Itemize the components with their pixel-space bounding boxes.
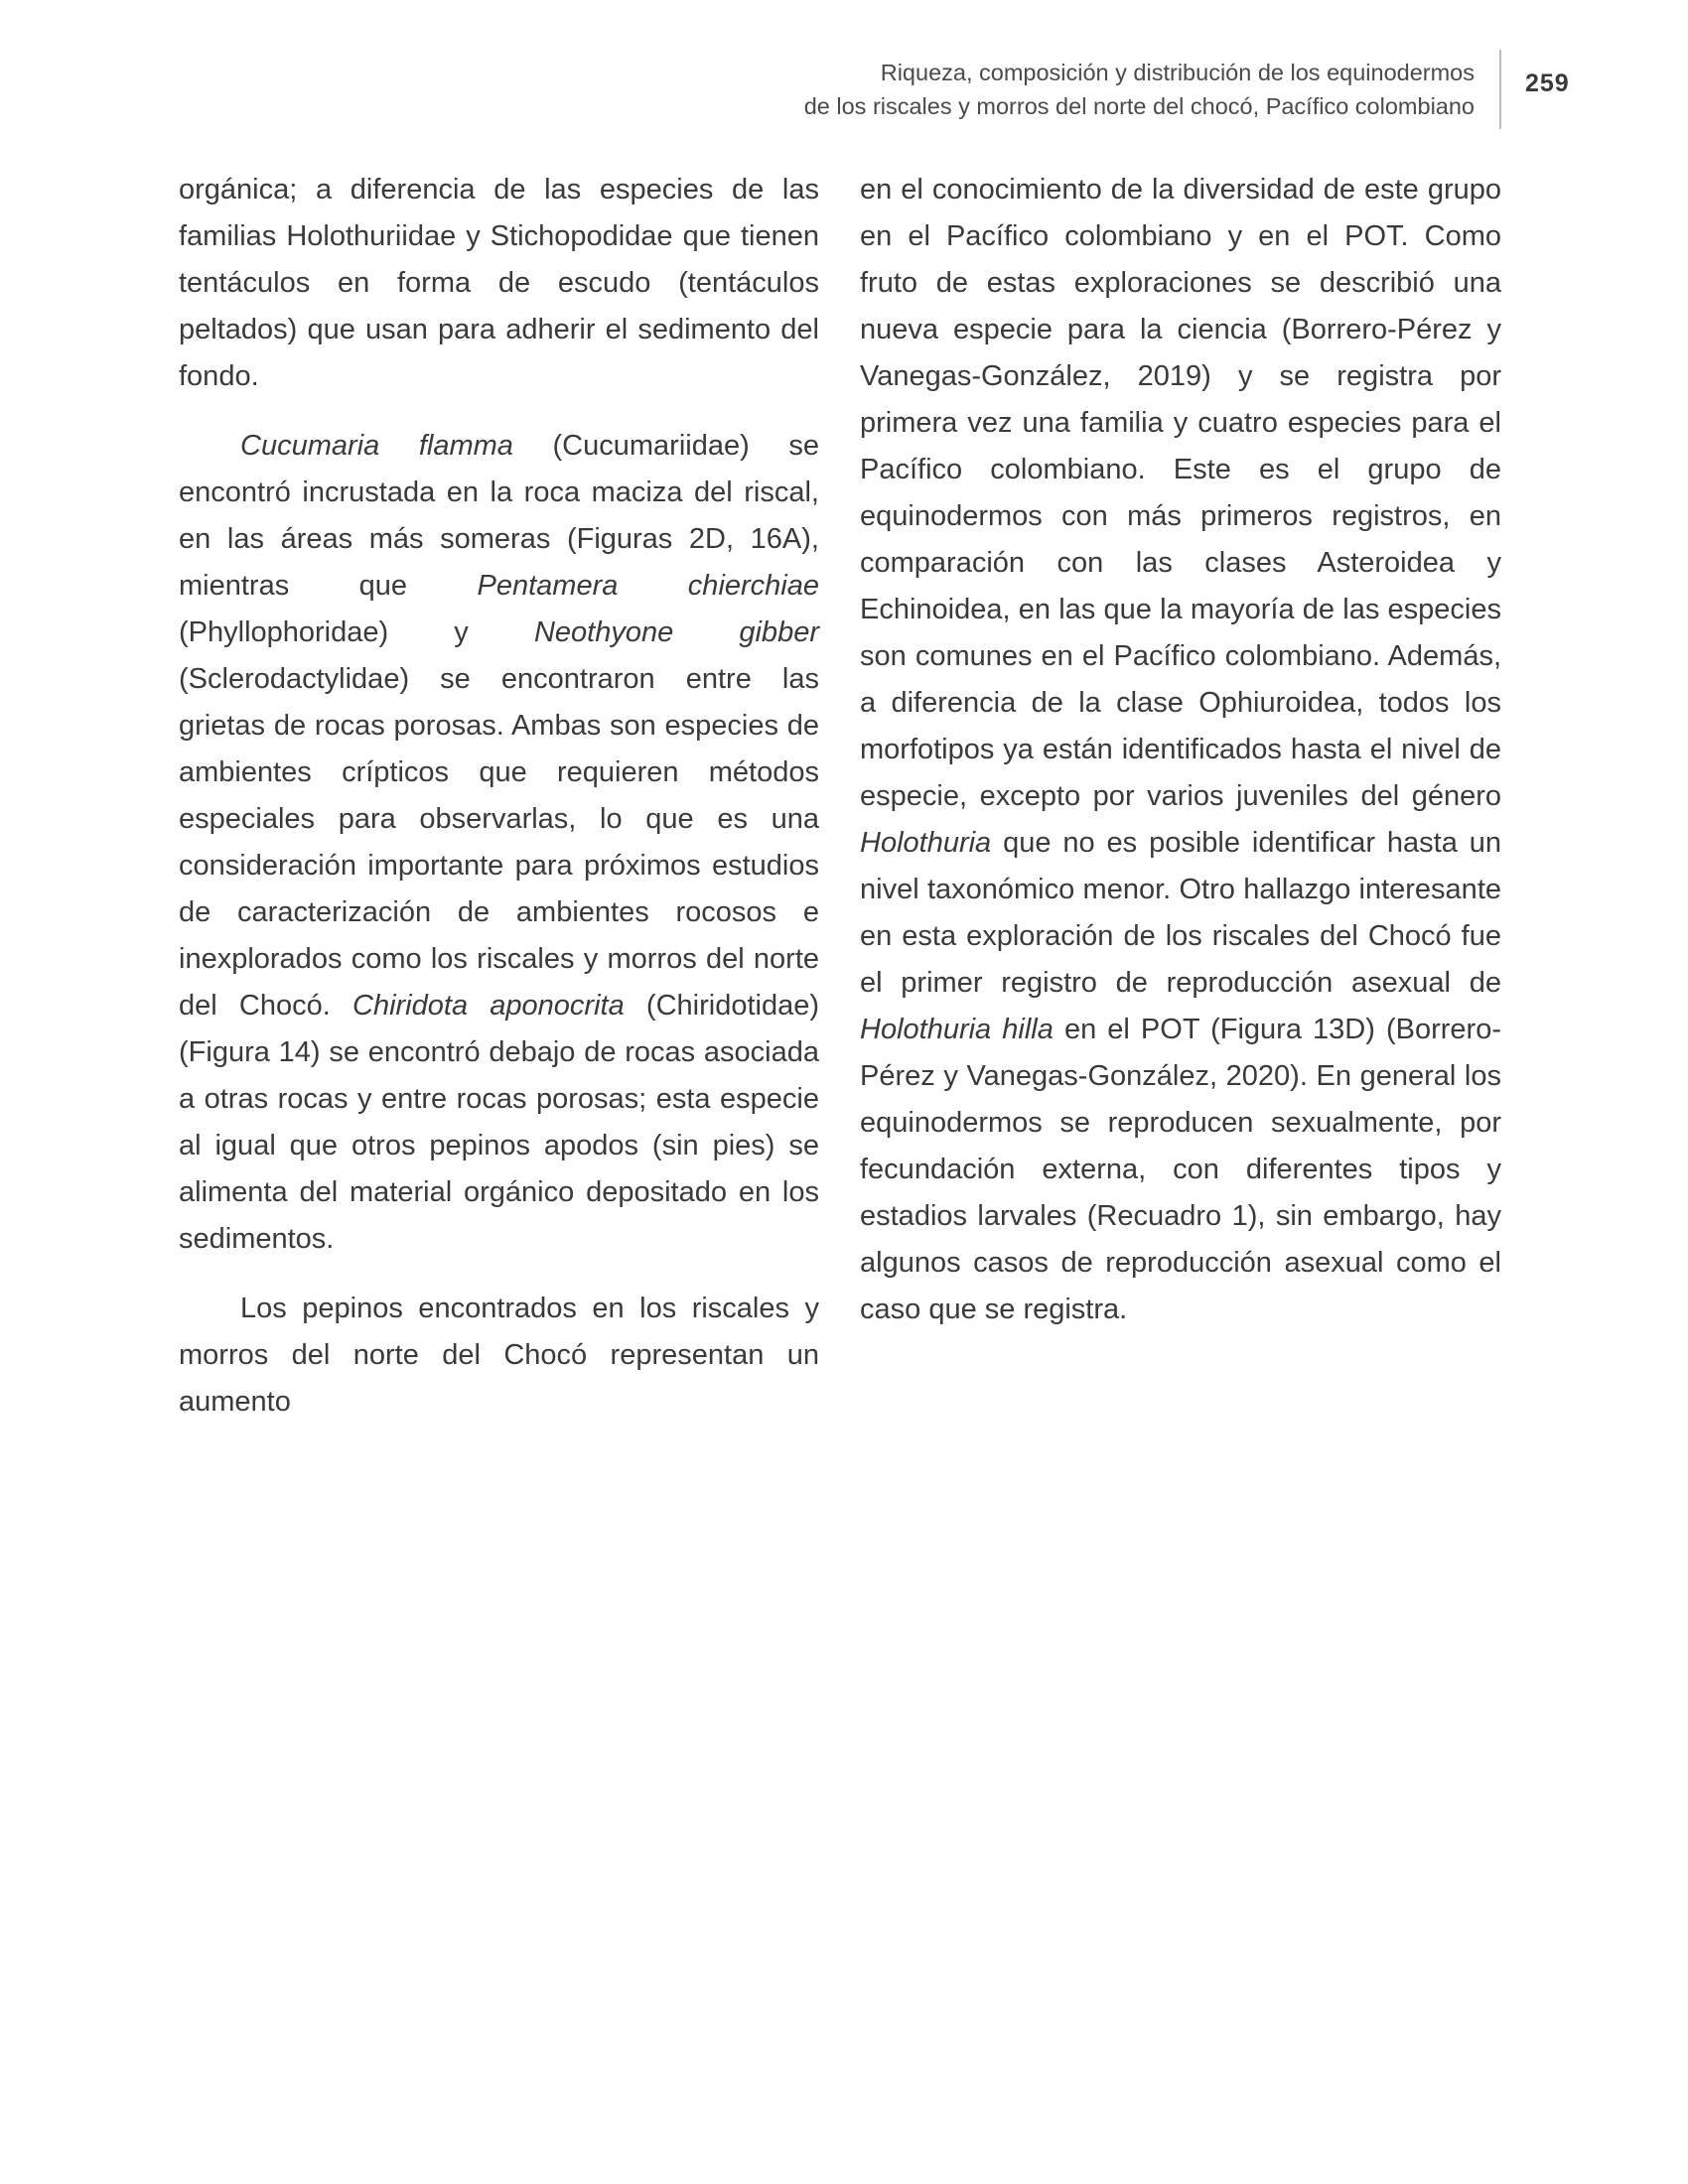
paragraph-text: que no es posible identificar hasta un nivel taxonómico menor. Otro hallazgo interesante en esta exploración de los riscales del Chocó fue el primer registro de reproducción asexual de [860,827,1501,999]
species-name: Neothyone gibber [533,616,819,648]
page-number: 259 [1525,69,1570,97]
running-header-line-1: Riqueza, composición y distribución de los equinodermos [880,60,1475,85]
species-name: Cucumaria flamma [240,430,513,462]
species-name: Pentamera chierchiae [477,570,819,602]
paragraph-text: en el POT (Figura 13D) (Borrero-Pérez y Vanegas-González, 2020). En general los equinodermos se reproducen sexualmente, por fecundación externa, con diferentes tipos y estadios larvales (Recuadro 1), sin embargo, hay algunos casos de reproducción asexual como el caso que se registra. [860,1014,1501,1325]
paragraph-text: en el conocimiento de la diversidad de este grupo en el Pacífico colombiano y en el POT. Como fruto de estas exploraciones se describió una nueva especie para la ciencia (Borrero-Pérez y Vanegas-González, 2019) y se registra por primera vez una familia y cuatro especies para el Pacífico colombiano. Este es el grupo de equinodermos con más primeros registros, en comparación con las clases Asteroidea y Echinoidea, en las que la mayoría de las especies son comunes en el Pacífico colombiano. Además, a diferencia de la clase Ophiuroidea, todos los morfotipos ya están identificados hasta el nivel de especie, excepto por varios juveniles del género [860,174,1501,812]
paragraph-text: (Sclerodactylidae) se encontraron entre las grietas de rocas porosas. Ambas son especies de ambientes crípticos que requieren métodos especiales para observarlas, lo que es una consideración importante para próximos estudios de caracterización de ambientes rocosos e inexplorados como los riscales y morros del norte del Chocó. [179,663,819,1022]
right-column [860,167,1501,1333]
paragraph-text: (Chiridotidae) (Figura 14) se encontró debajo de rocas asociada a otras rocas y entre rocas porosas; esta especie al igual que otros pepinos apodos (sin pies) se alimenta del material orgánico depositado en los sedimentos. [179,990,819,1255]
header-divider [1499,50,1501,129]
running-header-line-2: de los riscales y morros del norte del chocó, Pacífico colombiano [803,93,1475,119]
paragraph-3: Los pepinos encontrados en los riscales y morros del norte del Chocó representan un aumento [179,1293,819,1418]
paragraph-text: (Phyllophoridae) y [179,616,534,648]
paragraph-3-continued [860,167,1501,1333]
paragraph-text: (Cucumariidae) se encontró incrustada en la roca maciza del riscal, en las áreas más someras (Figuras 2D, 16A), mientras que [179,430,819,602]
paragraph-2 [179,423,819,1263]
left-column [179,167,819,1448]
species-name: Holothuria hilla [860,1014,1054,1045]
species-name: Chiridota aponocrita [352,990,625,1022]
running-header [581,56,1475,123]
paragraph-1: orgánica; a diferencia de las especies de las familias Holothuriidae y Stichopodidae que tienen tentáculos en forma de escudo (tentáculos peltados) que usan para adherir el sedimento del fondo. [179,174,819,392]
genus-name: Holothuria [860,827,992,859]
